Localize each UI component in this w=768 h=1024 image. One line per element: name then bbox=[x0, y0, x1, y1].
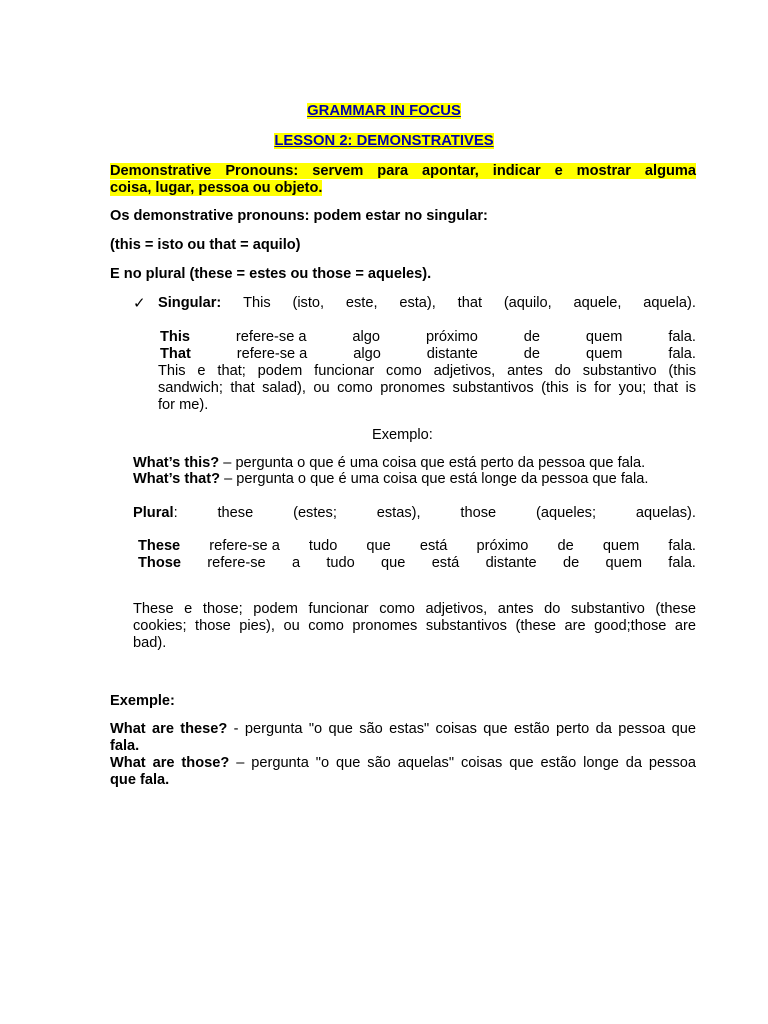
check-icon: ✓ bbox=[133, 295, 146, 312]
lesson-title-text: LESSON 2: DEMONSTRATIVES bbox=[274, 133, 494, 149]
question-rest: fala. bbox=[110, 738, 140, 754]
these-term: These bbox=[138, 538, 181, 554]
word: quem bbox=[585, 346, 623, 362]
definition-block bbox=[110, 163, 696, 197]
word: aquela). bbox=[643, 295, 696, 311]
definition-line bbox=[110, 180, 696, 197]
word: (aquilo, bbox=[503, 295, 552, 311]
word: aquelas). bbox=[635, 505, 696, 521]
word: fala. bbox=[668, 538, 696, 554]
word: tudo bbox=[308, 538, 338, 554]
this-row bbox=[160, 329, 696, 345]
word: de bbox=[523, 346, 541, 362]
word: este, bbox=[345, 295, 378, 311]
note-line: cookies; those pies), ou como pronomes substantivos (these are good;those are bbox=[133, 618, 696, 634]
exemple-heading: Exemple: bbox=[110, 693, 175, 709]
singular-line bbox=[158, 295, 696, 311]
intro-plural: E no plural (these = estes ou those = aqueles). bbox=[110, 266, 432, 282]
word: próximo bbox=[476, 538, 529, 554]
word: tudo bbox=[326, 555, 355, 571]
question-bold: What’s that? bbox=[133, 471, 221, 487]
word: quem bbox=[585, 329, 623, 345]
word: (aqueles; bbox=[536, 505, 597, 521]
word: This bbox=[243, 295, 271, 311]
word: de bbox=[562, 555, 580, 571]
intro-singular: Os demonstrative pronouns: podem estar no singular: bbox=[110, 208, 488, 224]
question-rest: – pergunta o que é uma coisa que está perto da pessoa que fala. bbox=[219, 455, 646, 471]
word: refere-se a bbox=[209, 538, 280, 554]
that-row bbox=[160, 346, 696, 362]
word: aquele, bbox=[573, 295, 622, 311]
exemple-line bbox=[110, 755, 696, 772]
word: próximo bbox=[425, 329, 478, 345]
word: quem bbox=[605, 555, 642, 571]
singular-label: Singular: bbox=[158, 295, 222, 311]
word: (isto, bbox=[292, 295, 325, 311]
that-term: That bbox=[160, 346, 191, 362]
word: algo bbox=[352, 329, 381, 345]
note-line: sandwich; that salad), ou como pronomes substantivos (this is for you; that is bbox=[158, 380, 696, 396]
word: que bbox=[381, 555, 406, 571]
word: that bbox=[457, 295, 482, 311]
this-term: This bbox=[160, 329, 190, 345]
word: (estes; bbox=[293, 505, 337, 521]
plural-line bbox=[133, 505, 696, 521]
word: está bbox=[419, 538, 448, 554]
word: esta), bbox=[399, 295, 436, 311]
definition-text: coisa, lugar, pessoa ou objeto. bbox=[110, 180, 323, 196]
those-row bbox=[138, 555, 696, 571]
word: these bbox=[217, 505, 254, 521]
lesson-title bbox=[0, 133, 768, 149]
word: de bbox=[523, 329, 540, 345]
page-title bbox=[0, 103, 768, 119]
definition-text: Demonstrative Pronouns: servem para apontar, indicar e mostrar alguma bbox=[110, 163, 696, 179]
word: distante bbox=[485, 555, 537, 571]
word: a bbox=[291, 555, 301, 571]
word: fala. bbox=[668, 329, 696, 345]
example-that bbox=[133, 471, 648, 487]
question-bold: What’s this? bbox=[133, 455, 220, 471]
word: fala. bbox=[668, 555, 696, 571]
exemple-line bbox=[110, 721, 696, 738]
question-rest: – pergunta "o que são aquelas" coisas que estão longe da pessoa bbox=[229, 755, 696, 771]
question-bold: What are these? bbox=[110, 721, 228, 737]
word: está bbox=[431, 555, 460, 571]
word: fala. bbox=[668, 346, 696, 362]
plural-label: Plural: bbox=[133, 505, 178, 521]
note-line: for me). bbox=[158, 397, 209, 413]
exemple-these bbox=[110, 721, 696, 789]
intro-this-that: (this = isto ou that = aquilo) bbox=[110, 237, 301, 253]
example-this bbox=[133, 455, 645, 471]
those-term: Those bbox=[138, 555, 181, 571]
note-line: These e those; podem funcionar como adjetivos, antes do substantivo (these bbox=[133, 601, 696, 617]
question-rest: que fala. bbox=[110, 772, 170, 788]
example-heading: Exemplo: bbox=[372, 427, 433, 443]
title-text: GRAMMAR IN FOCUS bbox=[307, 103, 461, 119]
word: distante bbox=[426, 346, 478, 362]
word: algo bbox=[353, 346, 381, 362]
word: refere-se a bbox=[235, 329, 307, 345]
word: quem bbox=[602, 538, 640, 554]
these-row bbox=[138, 538, 696, 554]
word: refere-se a bbox=[236, 346, 308, 362]
plural-note bbox=[133, 601, 696, 652]
note-line: bad). bbox=[133, 635, 167, 651]
question-rest: – pergunta o que é uma coisa que está longe da pessoa que fala. bbox=[220, 471, 649, 487]
word: those bbox=[460, 505, 497, 521]
definition-line bbox=[110, 163, 696, 180]
question-bold: What are those? bbox=[110, 755, 230, 771]
word: de bbox=[557, 538, 574, 554]
word: refere-se bbox=[207, 555, 266, 571]
note-line: This e that; podem funcionar como adjetivos, antes do substantivo (this bbox=[158, 363, 696, 379]
word: estas), bbox=[376, 505, 421, 521]
question-rest: - pergunta "o que são estas" coisas que estão perto da pessoa que bbox=[227, 721, 696, 737]
word: que bbox=[366, 538, 391, 554]
singular-note bbox=[158, 363, 696, 414]
